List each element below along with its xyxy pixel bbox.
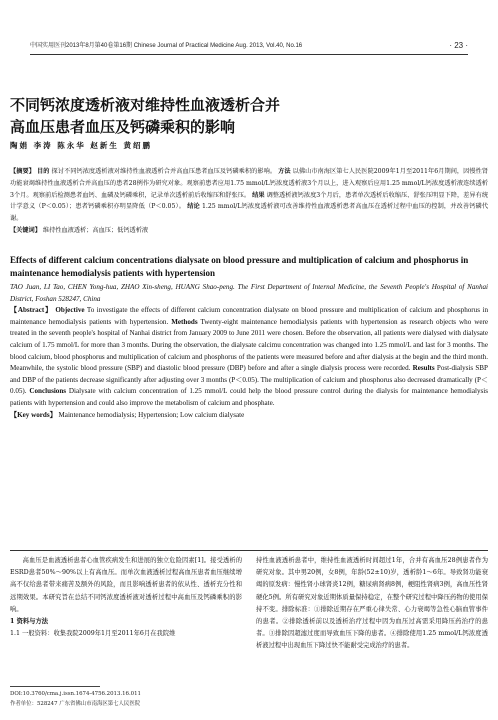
en-methods-label: Methods [171,317,198,326]
en-keywords-text: Maintenance hemodialysis; Hypertension; Low calcium dialysate [58,410,245,419]
body-right-column [256,555,488,653]
title-line-1: 不同钙浓度透析液对维持性血液透析合并 [10,96,281,114]
en-methods-text: Twenty-eight maintenance hemodialysis patients with hypertension as research objects who were treated in the seventh people's hospital of Nanhai district from January 2009 to June 2011 were chosen. Before the observation, all patients were dialysed with dialysate calcium of 1.75 mmol/L for more than 3 months. During the observation, the dialysate calcimu concentration was changed into 1.25 mmol/L and last for 3 months. The blood calcium, blood phosphorus and multiplication of calcium and phosphorus of the patients were measured before and after dialysis at the begin and the third month. Meanwhile, the systolic blood pressure (SBP) and diastolic blood pressure (DBP) before and after a single dialysis process were recorded. [10,317,488,373]
abstract-divider [10,550,488,551]
page-number: · 23 · [449,41,468,50]
journal-info: 中国实用医刊2013年8月第40卷第16期 Chinese Journal of Practical Medicine Aug. 2013, Vol.40, No.16 [30,43,303,49]
subsection-text: 1.1 一般资料：收集我院2009年1月至2011年6月在我院维 [10,630,176,638]
author-unit: 作者单位：528247 广东省佛山市南海区第七人民医院 [10,701,141,707]
en-conclusions-text: Dialysate with calcium concentration of 1.25 mmol/L could help the blood pressure control during the dialysis for maintenance hemodialysis patients with hypertension and could also improve the metabolism of calcium and phosphate. [10,387,488,407]
conclusion-label: 结论 [187,203,200,211]
keywords-text: 维持性血液透析；高血压；低钙透析液 [42,226,149,234]
title-line-2: 高血压患者血压及钙磷乘积的影响 [10,118,236,136]
en-objective-label: Objective [55,306,85,315]
english-affiliation: The First Department of Internal Medicine, the Seventh People's Hospital of Nanhai District, Foshan 528247, China [10,283,489,303]
intro-paragraph: 高血压是血液透析患者心血管疾病发生和进展的独立危险因素[1]。接受透析的ESRD患者50%～90%以上有高血压。而单次血液透析过程高血压患者血压继续增高不仅给患者带来痛苦及额外的风险，而且影响透析患者的依从性、透析充分性和远期效果。本研究旨在总结不同钙浓度透析液对透析过程中高血压及钙磷乘积的影响。 [10,557,242,613]
keywords-label: 【关键词】 [10,226,41,234]
english-title: Effects of different calcium concentrations dialysate on blood pressure and multiplication of calcium and phosphorus in maintenance hemodialysis patients with hypertension [10,255,469,278]
abstract-en [10,282,488,421]
abstract-cn [10,166,488,237]
en-objective-text: To investigate the effects of different calcium concentration dialysate on blood pressure and multiplication of calcium and phosphorus in maintenance hemodialysis patients with hypertension. [10,306,488,326]
abstract-label: 【摘要】 [10,168,35,175]
result-text: 调整透析液钙浓度3个月后，患者单次透析后收缩压、舒张压明显下降，差异有统计学意义（P＜0.05）；患者钙磷乘积亦明显降低（P＜0.05）。 [10,191,489,211]
english-authors: TAO Juan, LI Tao, CHEN Yong-hua, ZHAO Xin-sheng, HUANG Shao-peng. [10,283,235,291]
section-heading: 1 资料与方法 [10,618,49,626]
article-title [10,94,280,138]
en-abstract-label: 【Abstract】 [10,306,53,315]
objective-label: 目的 [36,168,50,175]
result-label: 结果 [252,191,265,199]
en-conclusions-label: Conclusions [29,387,67,396]
en-results-label: Results [412,364,435,373]
footnote [10,689,242,709]
right-paragraph: 持性血液透析患者中，维持性血液透析时间超过1年，合并有高血压28例患者作为研究对象。其中男20例，女8例，年龄(52±10)岁，透析龄1～6年。导致肾功能衰竭的原发病：慢性肾小球肾炎12例，糖尿病肾病8例，梗阻性肾病3例，高血压性肾硬化5例。所有研究对象近期体质量保持稳定，在整个研究过程中降压药物的使用保持不变。排除标准：①排除近期存在严重心律失常、心力衰竭等急性心脑血管事件的患者。②排除透析前以及透析治疗过程中因为血压过高需采用降压药治疗的患者。③排除因超滤过度而导致血压下降的患者。④排除使用1.25 mmol/L钙浓度透析液过程中出现血压下降过快不能耐受完成治疗的患者。 [256,557,488,650]
method-label: 方法 [278,168,291,175]
doi: DOI:10.3760/cma.j.issn.1674-4756.2013.16.011 [10,691,141,697]
en-keywords-label: 【Key words】 [10,410,57,419]
authors-cn: 陶娟 李涛 陈永华 赵新生 黄绍鹏 [10,141,152,150]
method-text: 以佛山市南海区第七人民医院2009年1月至2011年6月期间，因慢性肾功能衰竭维持性血液透析合并高血压的患者28例作为研究对象。观察前患者应用1.75 mmol/L钙浓度透析液3个月以上，进入观察后应用1.25 mmol/L钙浓度透析液连续透析3个月。观察前后检测患者血钙、血磷及钙磷乘积，记录单次透析前后收缩压和舒张压。 [10,168,489,199]
objective-text: 探讨不同钙浓度透析液对维持性血液透析合并高血压患者血压及钙磷乘积的影响。 [51,168,277,175]
footnote-rule [10,686,100,687]
conclusion-text: 1.25 mmol/L钙浓度透析液可改善维持性血液透析患者高血压在透析过程中血压的控制，并改善钙磷代谢。 [10,203,489,223]
running-header [30,40,468,54]
body-left-column [10,555,242,640]
en-results-text: Post-dialysis SBP and DBP of the patients decrease significantly after adjusting over 3 months (P＜0.05). The multiplication of calcium and phosphorus also decreased dramatically (P＜0.05). [10,364,488,396]
header-rule [30,54,468,55]
